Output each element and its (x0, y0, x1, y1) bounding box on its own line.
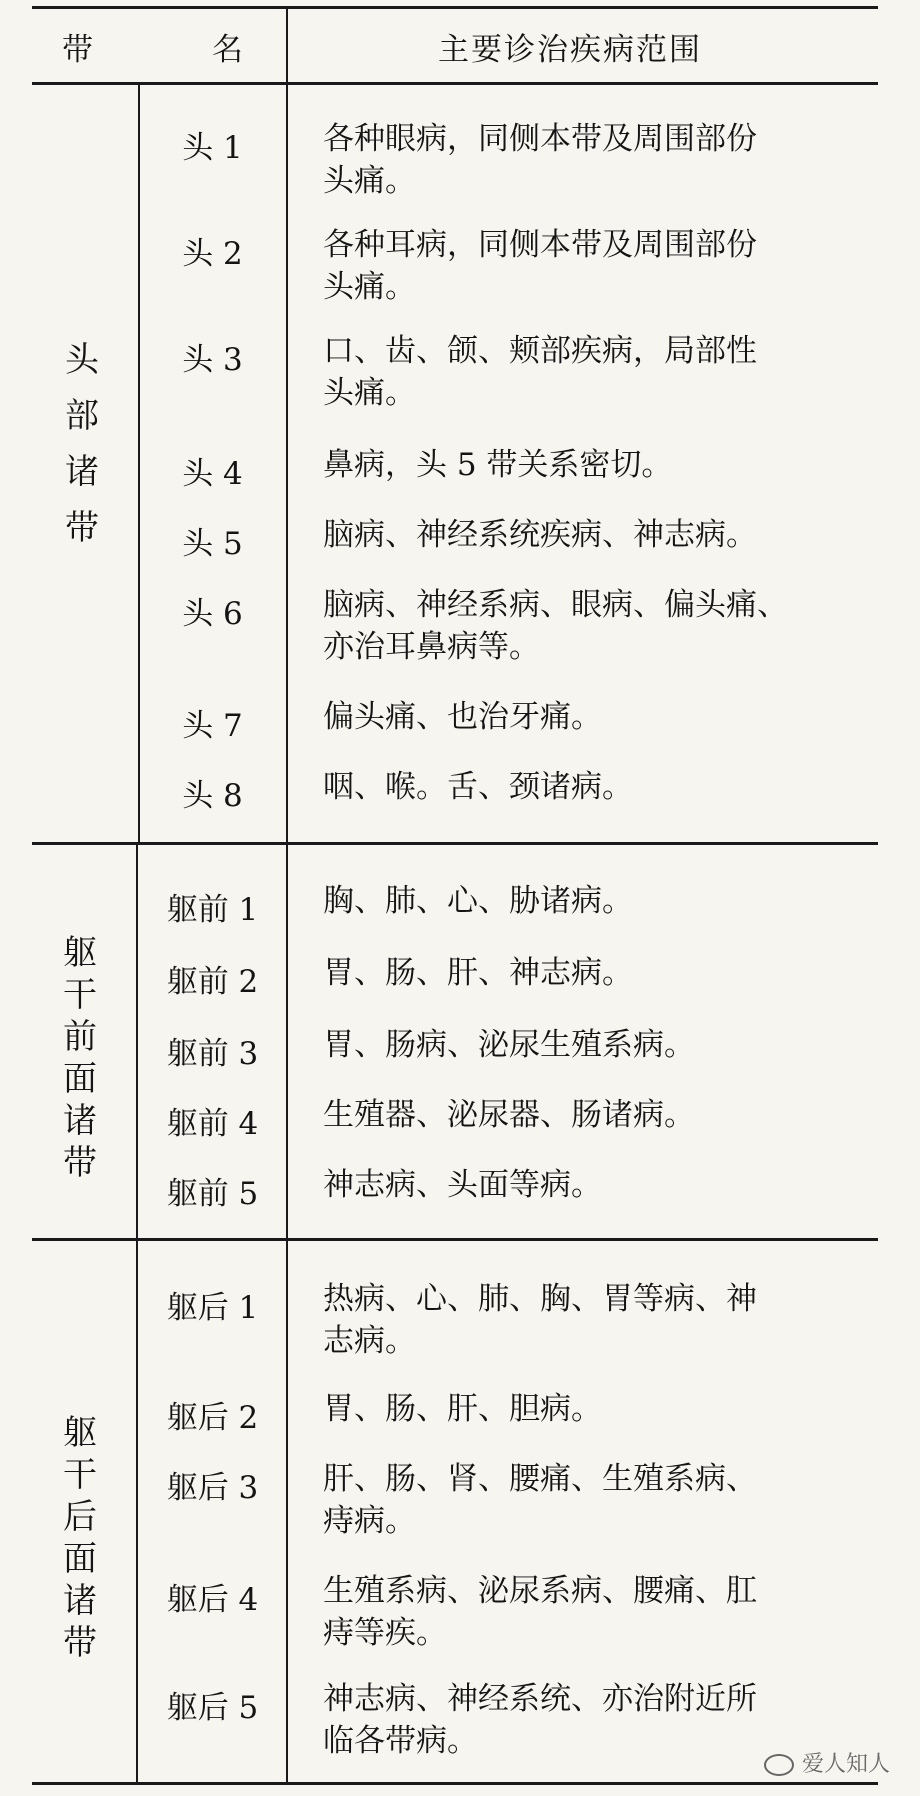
band-desc: 脑病、神经系病、眼病、偏头痛、 亦治耳鼻病等。 (323, 587, 788, 665)
band-name: 躯后 4 (166, 1582, 259, 1618)
band-name: 躯前 5 (166, 1176, 259, 1212)
group-divider-2 (32, 1238, 878, 1241)
band-name: 躯后 5 (166, 1690, 259, 1726)
watermark (764, 1747, 890, 1778)
table-bottom-rule (32, 1782, 878, 1785)
band-name: 头 2 (182, 236, 243, 272)
band-desc: 偏头痛、也治牙痛。 (323, 699, 602, 735)
band-name: 头 1 (182, 130, 243, 166)
band-name: 躯前 2 (166, 964, 259, 1000)
band-desc: 胸、肺、心、胁诸病。 (323, 883, 633, 919)
band-name: 躯前 4 (166, 1106, 259, 1142)
group-label-torso-back: 躯干后面诸带 (63, 1413, 97, 1663)
group-label-torso-front: 躯干前面诸带 (63, 933, 97, 1183)
band-desc: 各种耳病，同侧本带及周围部份 头痛。 (323, 227, 757, 305)
column-divider-back (136, 1240, 138, 1782)
band-desc: 口、齿、颌、颊部疾病，局部性 头痛。 (323, 333, 757, 411)
band-name: 头 5 (182, 526, 243, 562)
band-desc: 生殖系病、泌尿系病、腰痛、肛 痔等疾。 (323, 1573, 757, 1651)
column-divider-front (136, 844, 138, 1238)
group-divider-1 (32, 842, 878, 845)
band-desc: 鼻病，头 5 带关系密切。 (323, 447, 673, 483)
band-desc: 各种眼病，同侧本带及周围部份 头痛。 (323, 121, 757, 199)
band-name: 躯前 3 (166, 1036, 259, 1072)
chat-bubble-icon (764, 1754, 794, 1776)
band-desc: 生殖器、泌尿器、肠诸病。 (323, 1097, 695, 1133)
band-name: 躯前 1 (166, 892, 259, 928)
header-band-char1: 带 (62, 32, 95, 68)
column-divider-main (286, 6, 288, 1784)
band-desc: 神志病、头面等病。 (323, 1167, 602, 1203)
group-label-head: 头部诸带 (65, 340, 99, 548)
band-name: 头 6 (182, 596, 243, 632)
band-name: 头 4 (182, 456, 243, 492)
band-name: 头 3 (182, 342, 243, 378)
band-name: 头 7 (182, 708, 243, 744)
band-desc: 热病、心、肺、胸、胃等病、神 志病。 (323, 1281, 757, 1359)
band-desc: 神志病、神经系统、亦治附近所 临各带病。 (323, 1681, 757, 1759)
watermark-text: 爱人知人 (801, 1752, 890, 1777)
band-desc: 胃、肠、肝、胆病。 (323, 1391, 602, 1427)
band-desc: 咽、喉。舌、颈诸病。 (323, 769, 633, 805)
band-name: 躯后 3 (166, 1470, 259, 1506)
header-bottom-rule (32, 82, 878, 85)
band-desc: 肝、肠、肾、腰痛、生殖系病、 痔病。 (323, 1461, 757, 1539)
band-desc: 脑病、神经系统疾病、神志病。 (323, 517, 757, 553)
header-disease-range: 主要诊治疾病范围 (438, 32, 702, 68)
header-band-char2: 名 (212, 32, 245, 68)
band-desc: 胃、肠、肝、神志病。 (323, 955, 633, 991)
band-name: 头 8 (182, 778, 243, 814)
table-top-rule (32, 6, 878, 9)
band-name: 躯后 2 (166, 1400, 259, 1436)
band-desc: 胃、肠病、泌尿生殖系病。 (323, 1027, 695, 1063)
band-name: 躯后 1 (166, 1290, 259, 1326)
